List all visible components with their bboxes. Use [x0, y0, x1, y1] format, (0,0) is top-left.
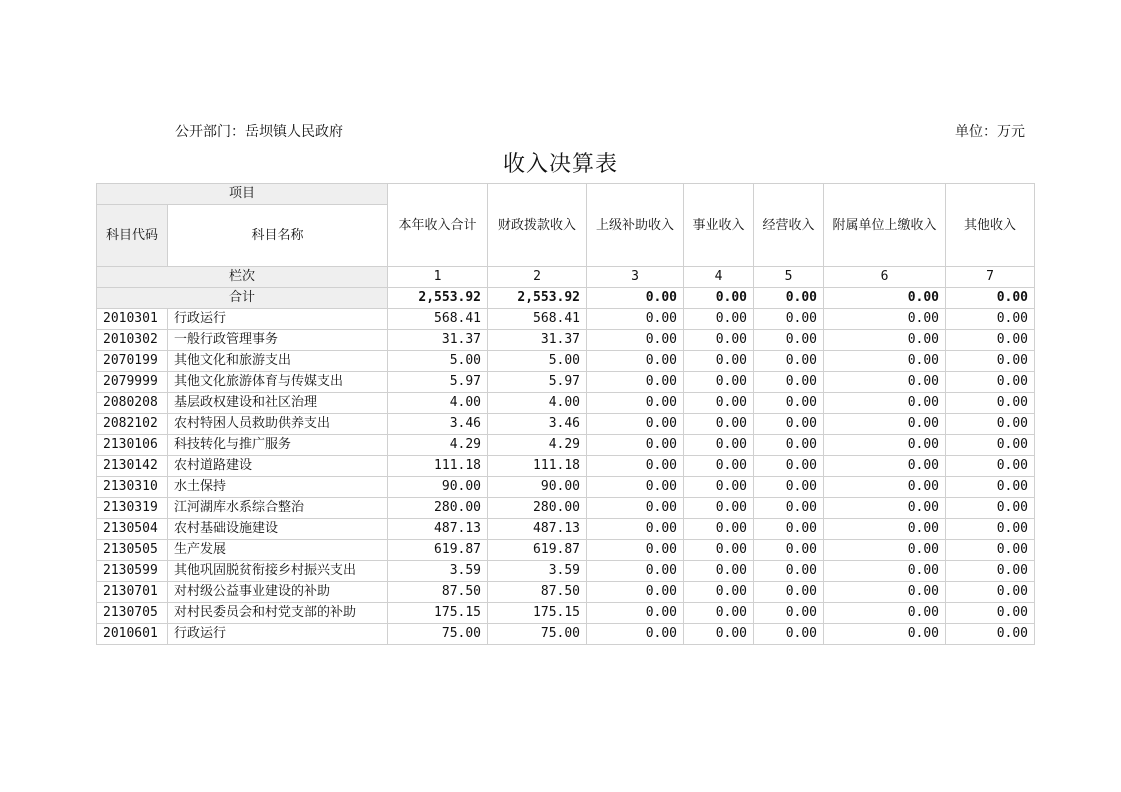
row-value: 3.46 — [388, 414, 488, 435]
row-value: 0.00 — [684, 456, 754, 477]
row-value: 87.50 — [388, 582, 488, 603]
row-name: 其他文化旅游体育与传媒支出 — [168, 372, 388, 393]
row-value: 0.00 — [824, 456, 946, 477]
row-value: 280.00 — [388, 498, 488, 519]
row-value: 0.00 — [824, 624, 946, 645]
table-head — [97, 184, 1035, 309]
row-value: 0.00 — [754, 351, 824, 372]
row-value: 0.00 — [946, 414, 1035, 435]
row-value: 0.00 — [684, 435, 754, 456]
total-value: 0.00 — [587, 288, 684, 309]
row-value: 0.00 — [684, 582, 754, 603]
row-code: 2010601 — [97, 624, 168, 645]
lanci-num: 2 — [488, 267, 587, 288]
row-value: 0.00 — [587, 603, 684, 624]
lanci-num: 1 — [388, 267, 488, 288]
row-name: 水土保持 — [168, 477, 388, 498]
row-value: 0.00 — [754, 477, 824, 498]
row-value: 0.00 — [754, 603, 824, 624]
row-value: 0.00 — [587, 330, 684, 351]
department-label: 公开部门：岳坝镇人民政府 — [175, 124, 343, 140]
row-value: 0.00 — [824, 561, 946, 582]
total-label: 合计 — [97, 288, 388, 309]
row-value: 0.00 — [824, 519, 946, 540]
row-value: 175.15 — [488, 603, 587, 624]
table-row — [97, 309, 1035, 330]
row-value: 0.00 — [754, 330, 824, 351]
header-col-4: 事业收入 — [684, 184, 754, 267]
row-name: 对村级公益事业建设的补助 — [168, 582, 388, 603]
row-value: 4.29 — [388, 435, 488, 456]
row-value: 0.00 — [754, 498, 824, 519]
row-value: 0.00 — [824, 582, 946, 603]
row-code: 2010302 — [97, 330, 168, 351]
row-code: 2130705 — [97, 603, 168, 624]
row-name: 对村民委员会和村党支部的补助 — [168, 603, 388, 624]
row-code: 2080208 — [97, 393, 168, 414]
row-code: 2130319 — [97, 498, 168, 519]
row-code: 2130142 — [97, 456, 168, 477]
row-code: 2070199 — [97, 351, 168, 372]
row-value: 0.00 — [946, 435, 1035, 456]
row-code: 2130599 — [97, 561, 168, 582]
row-value: 0.00 — [587, 561, 684, 582]
row-value: 0.00 — [587, 582, 684, 603]
row-value: 0.00 — [587, 414, 684, 435]
row-value: 0.00 — [754, 372, 824, 393]
row-code: 2082102 — [97, 414, 168, 435]
total-value: 2,553.92 — [488, 288, 587, 309]
row-value: 111.18 — [388, 456, 488, 477]
row-value: 0.00 — [754, 540, 824, 561]
row-name: 基层政权建设和社区治理 — [168, 393, 388, 414]
table-row — [97, 582, 1035, 603]
header-col-6: 附属单位上缴收入 — [824, 184, 946, 267]
row-value: 90.00 — [388, 477, 488, 498]
row-value: 87.50 — [488, 582, 587, 603]
row-value: 4.00 — [488, 393, 587, 414]
lanci-num: 3 — [587, 267, 684, 288]
row-name: 一般行政管理事务 — [168, 330, 388, 351]
header-col-5: 经营收入 — [754, 184, 824, 267]
row-value: 0.00 — [684, 519, 754, 540]
row-value: 0.00 — [754, 393, 824, 414]
row-value: 0.00 — [754, 414, 824, 435]
lanci-num: 5 — [754, 267, 824, 288]
row-name: 其他文化和旅游支出 — [168, 351, 388, 372]
row-value: 5.00 — [488, 351, 587, 372]
row-value: 0.00 — [946, 372, 1035, 393]
table-row — [97, 477, 1035, 498]
row-value: 0.00 — [684, 309, 754, 330]
row-value: 0.00 — [946, 561, 1035, 582]
row-value: 3.59 — [388, 561, 488, 582]
row-value: 0.00 — [946, 351, 1035, 372]
lanci-num: 7 — [946, 267, 1035, 288]
row-value: 0.00 — [946, 498, 1035, 519]
row-value: 568.41 — [388, 309, 488, 330]
row-value: 5.97 — [488, 372, 587, 393]
row-value: 0.00 — [684, 603, 754, 624]
row-value: 619.87 — [488, 540, 587, 561]
row-value: 0.00 — [824, 540, 946, 561]
row-value: 0.00 — [824, 477, 946, 498]
row-value: 0.00 — [754, 309, 824, 330]
row-value: 0.00 — [684, 624, 754, 645]
header-item: 项目 — [97, 184, 388, 205]
row-value: 0.00 — [684, 414, 754, 435]
row-value: 0.00 — [754, 624, 824, 645]
row-value: 3.59 — [488, 561, 587, 582]
row-value: 0.00 — [946, 393, 1035, 414]
row-value: 0.00 — [587, 435, 684, 456]
table-row — [97, 435, 1035, 456]
row-value: 0.00 — [824, 414, 946, 435]
table-row — [97, 393, 1035, 414]
row-value: 75.00 — [388, 624, 488, 645]
row-value: 0.00 — [587, 540, 684, 561]
row-value: 0.00 — [754, 582, 824, 603]
row-value: 619.87 — [388, 540, 488, 561]
row-code: 2130106 — [97, 435, 168, 456]
row-value: 0.00 — [684, 393, 754, 414]
table-row — [97, 624, 1035, 645]
row-value: 0.00 — [587, 624, 684, 645]
table-row — [97, 414, 1035, 435]
header-col-2: 财政拨款收入 — [488, 184, 587, 267]
row-value: 4.00 — [388, 393, 488, 414]
header-col-7: 其他收入 — [946, 184, 1035, 267]
row-value: 0.00 — [587, 351, 684, 372]
row-value: 3.46 — [488, 414, 587, 435]
row-value: 0.00 — [684, 477, 754, 498]
row-value: 31.37 — [488, 330, 587, 351]
row-value: 0.00 — [684, 330, 754, 351]
row-value: 111.18 — [488, 456, 587, 477]
row-name: 农村道路建设 — [168, 456, 388, 477]
table-body — [97, 309, 1035, 645]
total-value: 0.00 — [754, 288, 824, 309]
total-value: 2,553.92 — [388, 288, 488, 309]
row-value: 0.00 — [754, 519, 824, 540]
row-code: 2130310 — [97, 477, 168, 498]
row-value: 0.00 — [824, 603, 946, 624]
row-value: 0.00 — [824, 393, 946, 414]
row-value: 0.00 — [824, 309, 946, 330]
page-title: 收入决算表 — [502, 152, 618, 177]
header-code: 科目代码 — [97, 205, 168, 267]
table-row — [97, 456, 1035, 477]
header-col-3: 上级补助收入 — [587, 184, 684, 267]
row-value: 0.00 — [946, 477, 1035, 498]
lanci-num: 6 — [824, 267, 946, 288]
total-value: 0.00 — [824, 288, 946, 309]
row-value: 0.00 — [684, 498, 754, 519]
row-value: 487.13 — [388, 519, 488, 540]
lanci-label: 栏次 — [97, 267, 388, 288]
row-name: 科技转化与推广服务 — [168, 435, 388, 456]
row-value: 0.00 — [824, 351, 946, 372]
row-value: 0.00 — [587, 372, 684, 393]
row-value: 0.00 — [684, 351, 754, 372]
row-value: 0.00 — [587, 477, 684, 498]
row-value: 5.97 — [388, 372, 488, 393]
row-value: 0.00 — [587, 456, 684, 477]
row-value: 75.00 — [488, 624, 587, 645]
row-value: 0.00 — [824, 435, 946, 456]
row-value: 0.00 — [946, 624, 1035, 645]
header-name: 科目名称 — [168, 205, 388, 267]
row-value: 0.00 — [824, 372, 946, 393]
row-name: 农村特困人员救助供养支出 — [168, 414, 388, 435]
row-value: 0.00 — [946, 603, 1035, 624]
row-value: 0.00 — [587, 393, 684, 414]
row-name: 农村基础设施建设 — [168, 519, 388, 540]
row-name: 行政运行 — [168, 309, 388, 330]
total-row — [97, 288, 1035, 309]
row-value: 0.00 — [946, 519, 1035, 540]
row-value: 0.00 — [684, 372, 754, 393]
table-row — [97, 540, 1035, 561]
header-col-1: 本年收入合计 — [388, 184, 488, 267]
row-code: 2079999 — [97, 372, 168, 393]
total-value: 0.00 — [684, 288, 754, 309]
row-value: 568.41 — [488, 309, 587, 330]
row-value: 0.00 — [946, 330, 1035, 351]
row-value: 0.00 — [946, 309, 1035, 330]
row-value: 280.00 — [488, 498, 587, 519]
row-name: 江河湖库水系综合整治 — [168, 498, 388, 519]
row-value: 0.00 — [754, 561, 824, 582]
row-value: 0.00 — [824, 330, 946, 351]
row-value: 0.00 — [754, 456, 824, 477]
table-row — [97, 330, 1035, 351]
row-code: 2130505 — [97, 540, 168, 561]
row-value: 31.37 — [388, 330, 488, 351]
unit-label: 单位：万元 — [955, 124, 1025, 140]
lanci-num: 4 — [684, 267, 754, 288]
row-value: 487.13 — [488, 519, 587, 540]
table-row — [97, 519, 1035, 540]
row-value: 0.00 — [946, 456, 1035, 477]
row-value: 175.15 — [388, 603, 488, 624]
row-value: 0.00 — [946, 582, 1035, 603]
row-name: 生产发展 — [168, 540, 388, 561]
row-code: 2130504 — [97, 519, 168, 540]
row-value: 0.00 — [946, 540, 1035, 561]
table-row — [97, 603, 1035, 624]
table-row — [97, 351, 1035, 372]
row-code: 2010301 — [97, 309, 168, 330]
row-value: 0.00 — [824, 498, 946, 519]
row-name: 其他巩固脱贫衔接乡村振兴支出 — [168, 561, 388, 582]
table-row — [97, 498, 1035, 519]
total-value: 0.00 — [946, 288, 1035, 309]
row-value: 0.00 — [754, 435, 824, 456]
row-value: 0.00 — [684, 540, 754, 561]
row-value: 0.00 — [587, 309, 684, 330]
row-value: 90.00 — [488, 477, 587, 498]
row-value: 4.29 — [488, 435, 587, 456]
row-value: 0.00 — [587, 519, 684, 540]
row-name: 行政运行 — [168, 624, 388, 645]
table-row — [97, 561, 1035, 582]
table-row — [97, 372, 1035, 393]
income-report-table — [96, 183, 1035, 645]
row-value: 5.00 — [388, 351, 488, 372]
row-value: 0.00 — [587, 498, 684, 519]
row-value: 0.00 — [684, 561, 754, 582]
row-code: 2130701 — [97, 582, 168, 603]
